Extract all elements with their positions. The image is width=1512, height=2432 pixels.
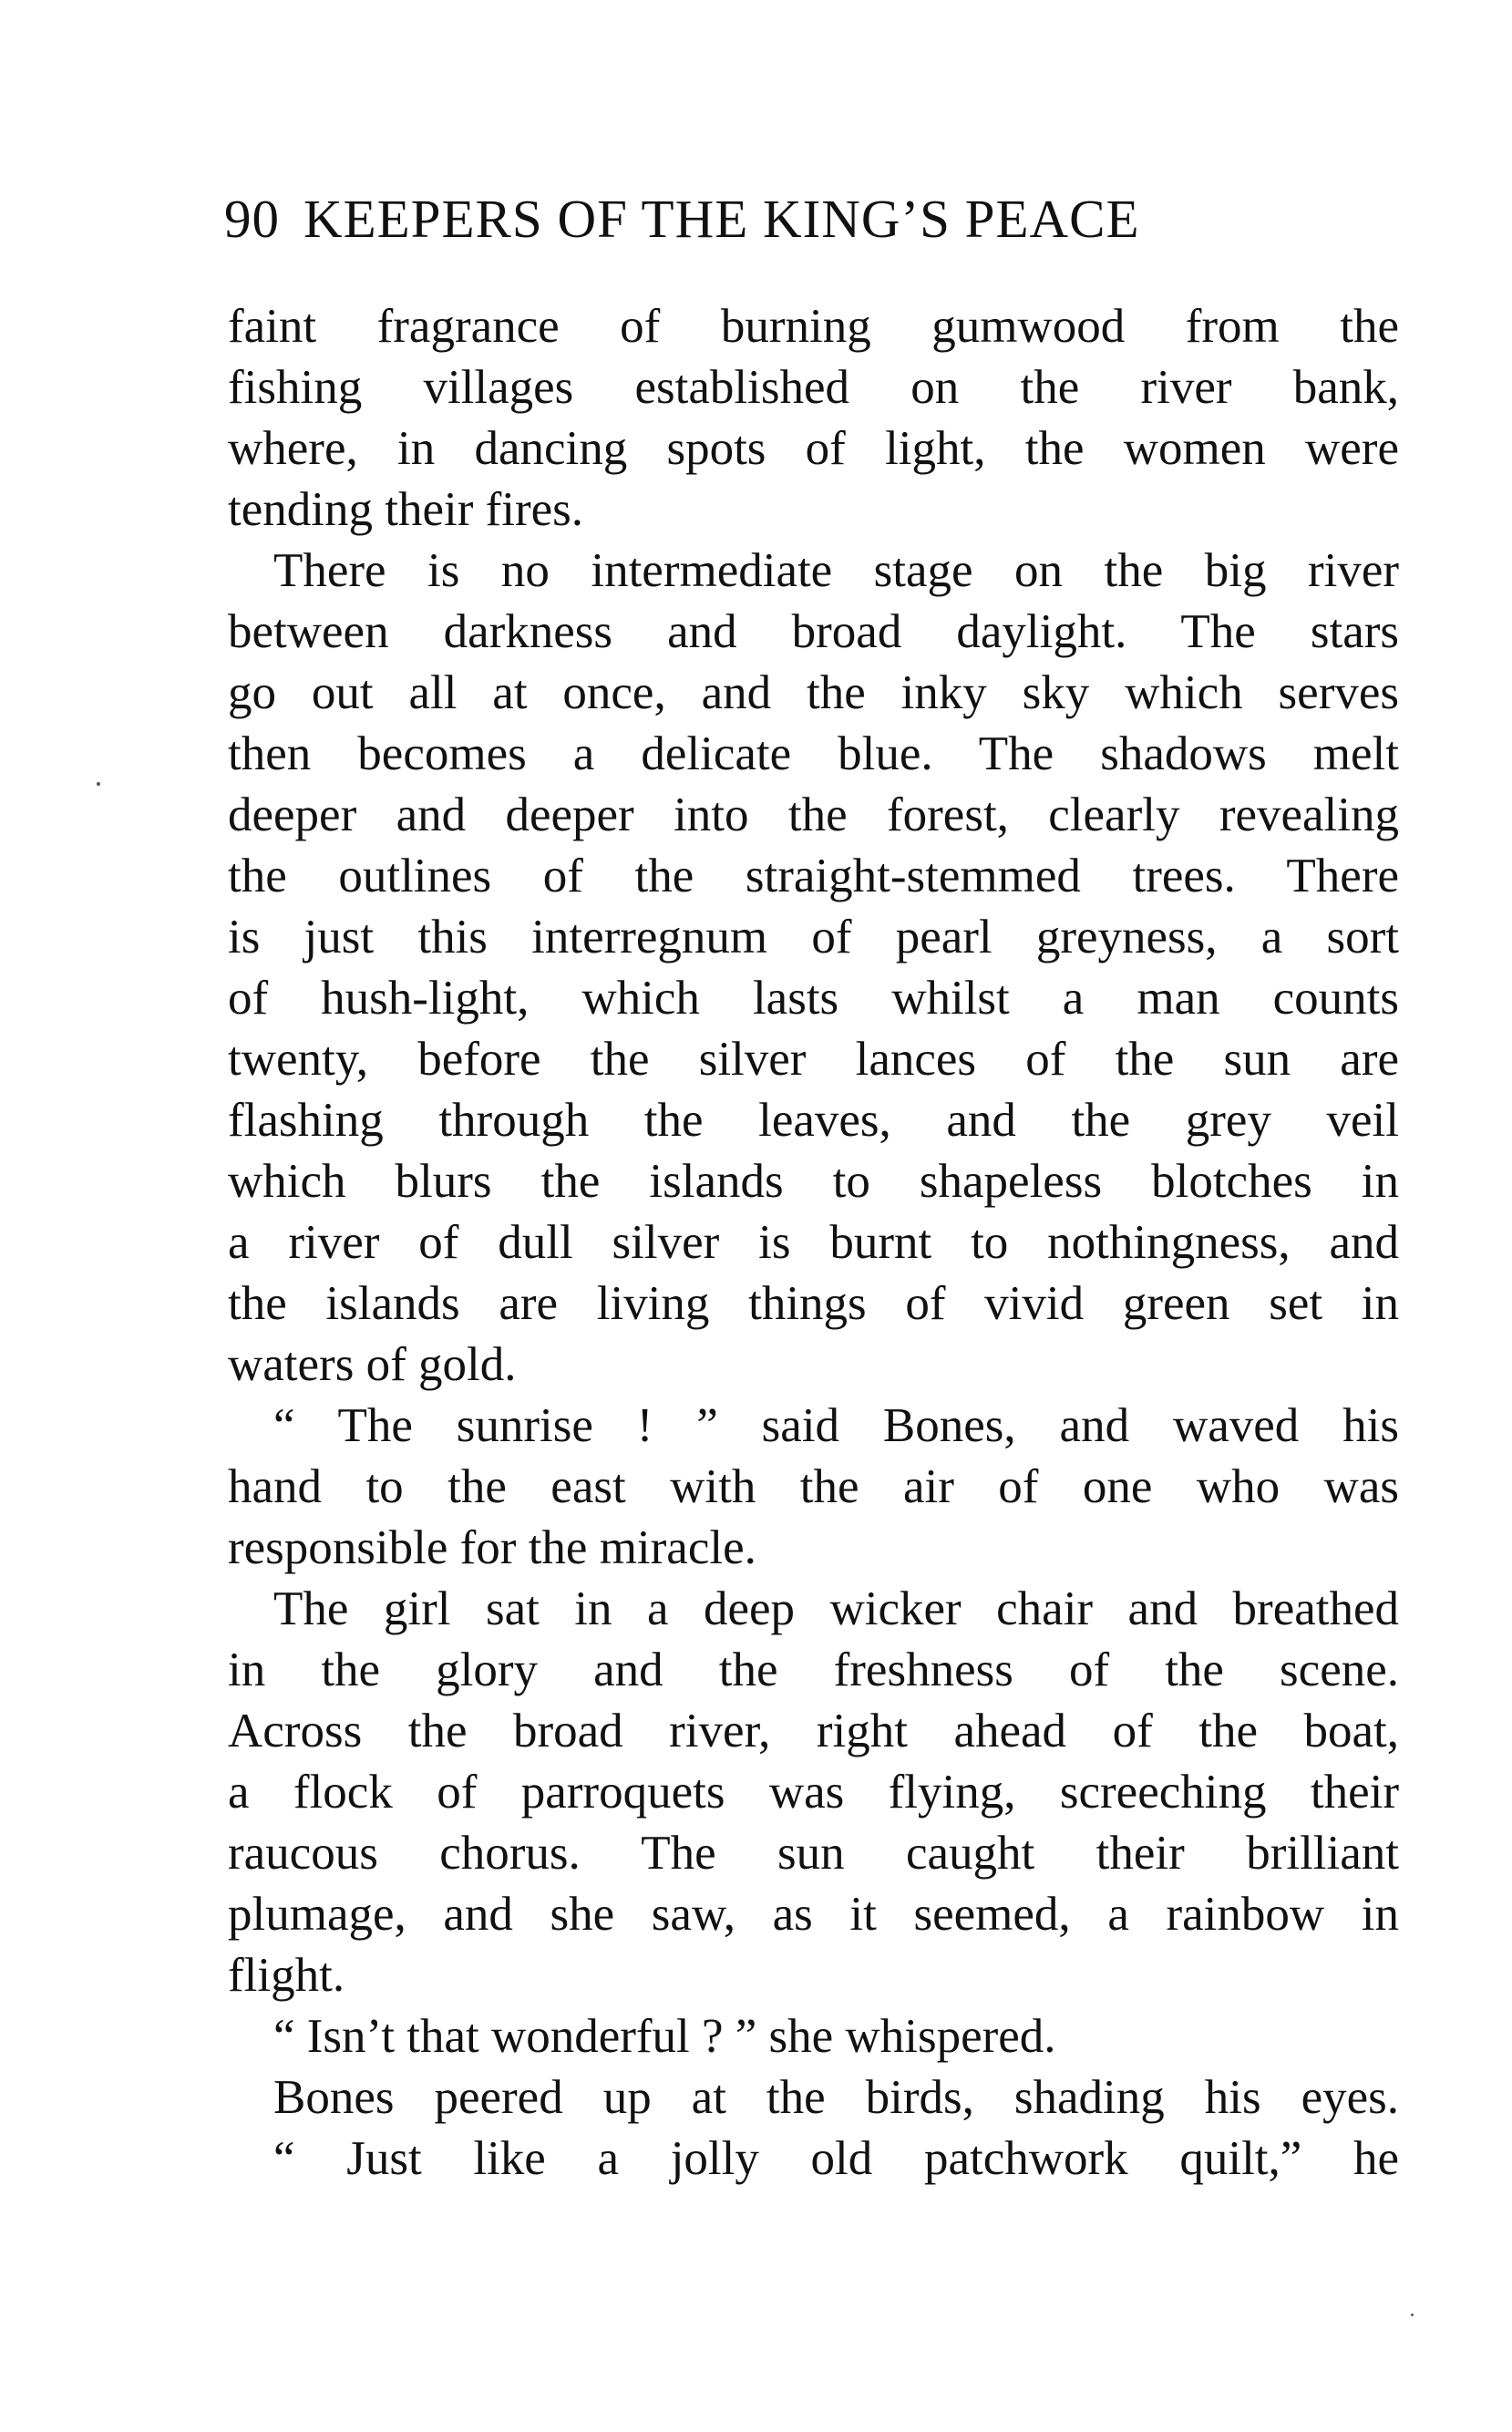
text-line: waters of gold. (228, 1338, 517, 1391)
text-line: a flock of parroquets was flying, screeching their (228, 1766, 1399, 1819)
text-line: go out all at once, and the inky sky which serves (228, 666, 1399, 719)
text-line: raucous chorus. The sun caught their brilliant (228, 1827, 1399, 1880)
text-line: “ Isn’t that wonderful ? ” she whispered. (273, 2010, 1056, 2063)
text-line: The girl sat in a deep wicker chair and breathed (273, 1582, 1399, 1635)
running-head (224, 182, 1400, 255)
running-title: KEEPERS OF THE KING’S PEACE (303, 189, 1140, 249)
text-line: responsible for the miracle. (228, 1521, 756, 1574)
text-line: flight. (228, 1949, 345, 2002)
scan-speck (97, 782, 100, 786)
text-line: plumage, and she saw, as it seemed, a rainbow in (228, 1888, 1399, 1941)
text-line: in the glory and the freshness of the scene. (228, 1644, 1399, 1696)
text-line: There is no intermediate stage on the big river (273, 544, 1399, 597)
text-line: of hush-light, which lasts whilst a man counts (228, 972, 1399, 1025)
text-line: fishing villages established on the river bank, (228, 361, 1399, 414)
text-line: between darkness and broad daylight. The stars (228, 605, 1399, 658)
body-text (228, 296, 1399, 2190)
text-line: Bones peered up at the birds, shading his eyes. (273, 2071, 1399, 2124)
text-line: the islands are living things of vivid green set in (228, 1277, 1399, 1330)
page-number: 90 (224, 189, 280, 249)
text-line: hand to the east with the air of one who was (228, 1460, 1399, 1513)
text-line: then becomes a delicate blue. The shadows melt (228, 727, 1399, 780)
text-line: “ The sunrise ! ” said Bones, and waved his (273, 1399, 1399, 1452)
text-line: flashing through the leaves, and the grey veil (228, 1094, 1399, 1147)
text-line: the outlines of the straight-stemmed trees. There (228, 850, 1399, 902)
text-line: a river of dull silver is burnt to nothingness, and (228, 1216, 1399, 1269)
text-line: “ Just like a jolly old patchwork quilt,” he (273, 2132, 1399, 2185)
text-line: faint fragrance of burning gumwood from the (228, 300, 1399, 353)
text-line: which blurs the islands to shapeless blotches in (228, 1155, 1399, 1208)
text-line: deeper and deeper into the forest, clearly revealing (228, 788, 1399, 841)
scan-speck (1411, 2313, 1414, 2316)
text-line: is just this interregnum of pearl greyness, a sort (228, 911, 1399, 964)
text-line: where, in dancing spots of light, the women were (228, 422, 1399, 475)
text-line: tending their fires. (228, 483, 584, 536)
text-line: Across the broad river, right ahead of the boat, (228, 1705, 1399, 1757)
text-line: twenty, before the silver lances of the sun are (228, 1033, 1399, 1086)
